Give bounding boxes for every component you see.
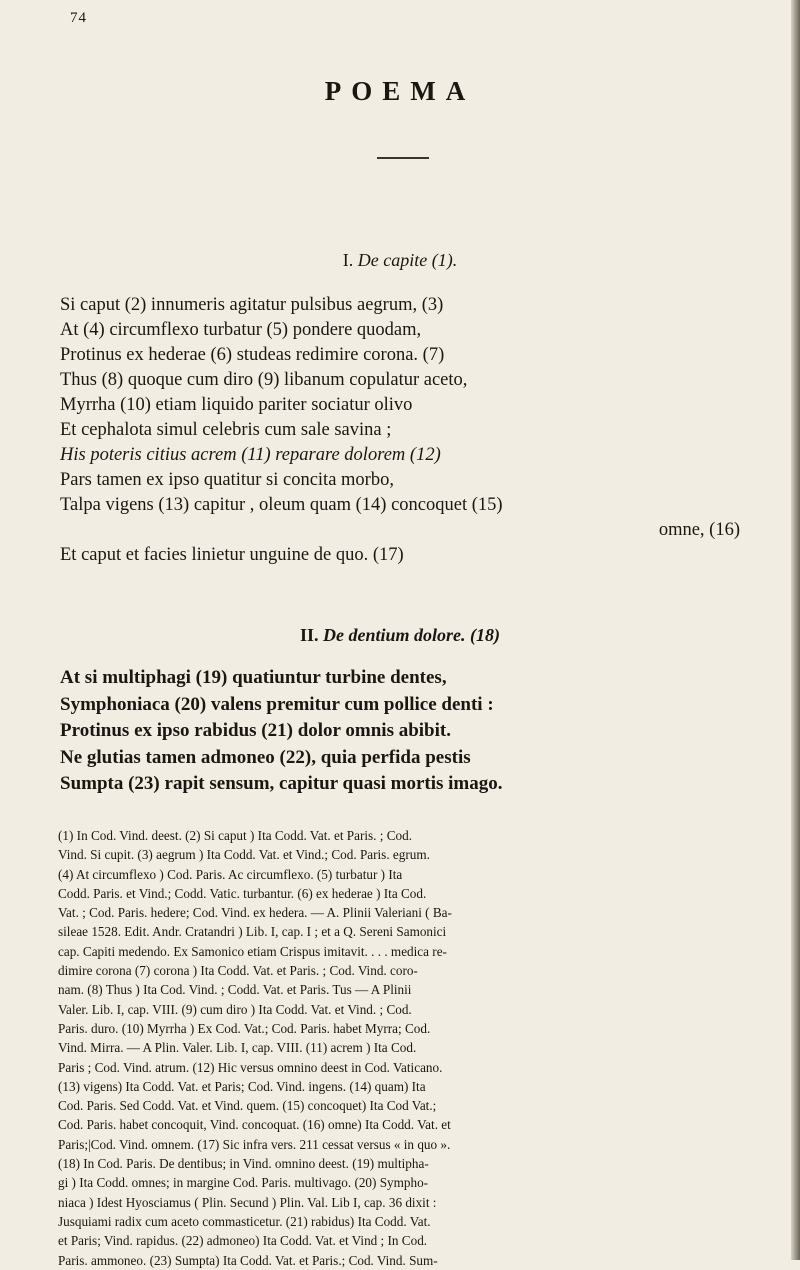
verse-line: Myrrha (10) etiam liquido pariter sociatur olivo: [60, 395, 413, 415]
footnote-line: niaca ) Idest Hyosciamus ( Plin. Secund ) Plin. Val. Lib I, cap. 36 dixit :: [58, 1194, 437, 1210]
verse-line: Thus (8) quoque cum diro (9) libanum copulatur aceto,: [60, 370, 468, 390]
running-title: POEMA: [324, 76, 476, 106]
footnote-line: Codd. Paris. et Vind.; Codd. Vatic. turbantur. (6) ex hederae ) Ita Cod.: [58, 885, 427, 901]
footnote-line: Vind. Si cupit. (3) aegrum ) Ita Codd. Vat. et Vind.; Cod. Paris. egrum.: [58, 847, 430, 863]
footnote-line: (1) In Cod. Vind. deest. (2) Si caput ) Ita Codd. Vat. et Paris. ; Cod.: [58, 828, 413, 843]
verse-line: Protinus ex ipso rabidus (21) dolor omnis abibit.: [60, 720, 451, 741]
section-title: De dentium dolore. (18): [323, 625, 500, 645]
verse-line: Talpa vigens (13) capitur , oleum quam (14) concoquet (15): [60, 495, 503, 515]
footnote-line: Paris ; Cod. Vind. atrum. (12) Hic versus omnino deest in Cod. Vaticano.: [58, 1059, 443, 1075]
footnote-line: Cod. Paris. habet concoquit, Vind. concoquat. (16) omne) Ita Codd. Vat. et: [58, 1117, 451, 1133]
verse-line-continuation: omne, (16): [658, 520, 740, 540]
footnote-line: Paris. ammoneo. (23) Sumpta) Ita Codd. Vat. et Paris.; Cod. Vind. Sum-: [58, 1252, 438, 1268]
verse-block-1: [60, 293, 760, 568]
page-edge-shadow: [791, 0, 800, 1260]
footnote-line: (4) At circumflexo ) Cod. Paris. Ac circumflexo. (5) turbatur ) Ita: [58, 866, 403, 882]
footnote-line: (13) vigens) Ita Codd. Vat. et Paris; Cod. Vind. ingens. (14) quam) Ita: [58, 1078, 426, 1094]
page-number: 74: [70, 10, 87, 26]
section-heading-1: [0, 250, 800, 271]
verse-line: Ne glutias tamen admoneo (22), quia perfida pestis: [60, 746, 471, 768]
verse-line: Et caput et facies linietur unguine de quo. (17): [60, 545, 404, 565]
verse-line: Pars tamen ex ipso quatitur si concita morbo,: [60, 470, 394, 490]
footnote-line: dimire corona (7) corona ) Ita Codd. Vat. et Paris. ; Cod. Vind. coro-: [58, 963, 418, 979]
title-rule: [377, 157, 429, 159]
verse-line: Et cephalota simul celebris cum sale savina ;: [60, 420, 392, 440]
verse-block-2: [60, 665, 760, 798]
footnote-line: Paris;|Cod. Vind. omnem. (17) Sic infra vers. 211 cessat versus « in quo ».: [58, 1136, 451, 1152]
section-numeral: I.: [342, 250, 354, 270]
footnote-line: Paris. duro. (10) Myrrha ) Ex Cod. Vat.; Cod. Paris. habet Myrra; Cod.: [58, 1020, 431, 1036]
footnotes: [58, 826, 763, 1270]
verse-line: At si multiphagi (19) quatiuntur turbine dentes,: [60, 667, 447, 688]
section-title: De capite (1).: [357, 250, 458, 270]
footnote-line: Jusquiami radix cum aceto commasticetur. (21) rabidus) Ita Codd. Vat.: [58, 1213, 431, 1229]
footnote-line: Valer. Lib. I, cap. VIII. (9) cum diro ) Ita Codd. Vat. et Vind. ; Cod.: [58, 1001, 412, 1017]
footnote-line: Vind. Mirra. — A Plin. Valer. Lib. I, cap. VIII. (11) acrem ) Ita Cod.: [58, 1040, 417, 1056]
footnote-line: gi ) Ita Codd. omnes; in margine Cod. Paris. multivago. (20) Sympho-: [58, 1175, 429, 1191]
footnote-line: et Paris; Vind. rapidus. (22) admoneo) Ita Codd. Vat. et Vind ; In Cod.: [58, 1233, 428, 1249]
footnote-line: (18) In Cod. Paris. De dentibus; in Vind. omnino deest. (19) multipha-: [58, 1156, 429, 1172]
section-heading-2: [0, 625, 800, 646]
footnote-line: nam. (8) Thus ) Ita Cod. Vind. ; Codd. Vat. et Paris. Tus — A Plinii: [58, 982, 412, 998]
footnote-line: Cod. Paris. Sed Codd. Vat. et Vind. quem. (15) concoquet) Ita Cod Vat.;: [58, 1098, 437, 1114]
verse-line: Protinus ex hederae (6) studeas redimire corona. (7): [60, 345, 445, 365]
footnote-line: sileae 1528. Edit. Andr. Cratandri ) Lib. I, cap. I ; et a Q. Sereni Samonici: [58, 924, 447, 940]
footnote-line: cap. Capiti medendo. Ex Samonico etiam Crispus imitavit. . . . medica re-: [58, 943, 447, 959]
verse-line: Sumpta (23) rapit sensum, capitur quasi mortis imago.: [60, 773, 503, 794]
verse-line: Si caput (2) innumeris agitatur pulsibus aegrum, (3): [60, 295, 444, 315]
verse-line: His poteris citius acrem (11) reparare dolorem (12): [60, 445, 441, 465]
verse-line: Symphoniaca (20) valens premitur cum pollice denti :: [60, 693, 494, 715]
section-numeral: II.: [299, 625, 319, 645]
verse-line: At (4) circumflexo turbatur (5) pondere quodam,: [60, 320, 422, 340]
footnote-line: Vat. ; Cod. Paris. hedere; Cod. Vind. ex hedera. — A. Plinii Valeriani ( Ba-: [58, 905, 452, 921]
